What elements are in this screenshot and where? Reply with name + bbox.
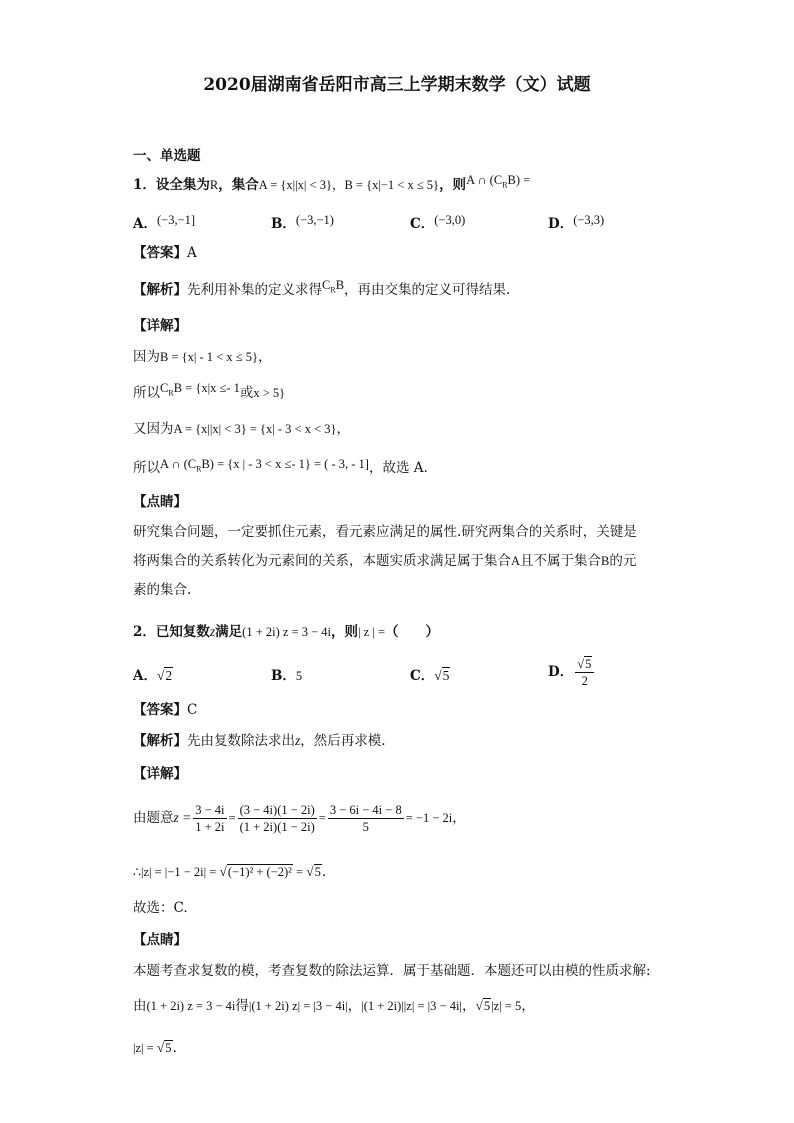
q2-option-a: A．√2	[133, 668, 173, 684]
q2-detail-line-1: 由题意z = $\frac{3 - 4i}{1 + 2i}$ = $\frac{(3 - 4i)(1 - 2i)}{(1 + 2i)(1 - 2i)}$ = $\frac{3 - 6i - 4i - 8}{5}$ = −1 − 2i，	[133, 803, 466, 834]
q2-comment-line-3: |z| = √5.	[133, 1040, 177, 1056]
q1-detail-line-2: 所以$C_RB = \{x|x \le- 1$或x > 5}	[133, 381, 286, 401]
q1-detail-line-1: 因为B = {x| - 1 < x ≤ 5}，	[133, 349, 272, 365]
q1-detail-line-4: 所以A ∩ $(C_RB) = \{x$ | - 3 < x ≤- 1} = ( - 3, - 1]，故选 A.	[133, 457, 428, 476]
q2-option-d: D． $\frac{√5}{2}$	[548, 656, 596, 689]
section-heading: 一、单选题	[133, 148, 201, 164]
q1-comment-body: 研究集合问题，一定要抓住元素，看元素应满足的属性.研究两集合的关系时，关键是 将两集合的关系转化为元素间的关系，本题实质求满足属于集合A且不属于集合B的元 素的集合.	[133, 524, 637, 598]
q2-comment-line-1: 本题考查求复数的模，考查复数的除法运算．属于基础题．本题还可以由模的性质求解:	[133, 963, 651, 979]
q2-option-b: B．5	[271, 668, 303, 684]
q2-comment-line-2: 由(1 + 2i) z = 3 − 4i得|(1 + 2i) z| = |3 − 4i|，|(1 + 2i)||z| = |3 − 4i|，√5|z| = 5，	[133, 998, 535, 1014]
q1-comment-heading: 【点睛】	[133, 494, 187, 510]
q1-stem: 1．设全集为R，集合A = {x||x| < 3}，B = {x|−1 < x ≤ 5}，则A ∩ $(C_RB)$ =	[133, 173, 531, 193]
q2-option-c: C．√5	[410, 668, 450, 684]
page-title: 2020届湖南省岳阳市高三上学期末数学（文）试题	[203, 75, 591, 95]
q2-detail-line-3: 故选：C.	[133, 900, 188, 916]
q1-detail-line-3: 又因为A = {x||x| < 3} = {x| - 3 < x < 3}，	[133, 421, 351, 437]
q1-option-a: A．(−3,−1]	[133, 213, 196, 232]
q1-analysis: 【解析】先利用补集的定义求得$C_RB$，再由交集的定义可得结果.	[133, 278, 511, 298]
q2-answer: 【答案】C	[133, 702, 198, 718]
q1-option-d: D．(−3,3)	[548, 213, 605, 232]
q1-answer: 【答案】A	[133, 245, 197, 261]
q2-stem: 2．已知复数z满足(1 + 2i) z = 3 − 4i，则| z | =（ ）	[133, 624, 439, 640]
q2-detail-line-2: ∴|z| = |−1 − 2i| = √(−1)² + (−2)² = √5.	[133, 864, 327, 880]
q2-comment-heading: 【点睛】	[133, 932, 187, 948]
q1-detail-heading: 【详解】	[133, 318, 187, 334]
q1-option-c: C．(−3,0)	[410, 213, 466, 232]
q1-option-b: B．(−3,−1)	[271, 213, 334, 232]
q2-detail-heading: 【详解】	[133, 766, 187, 782]
q2-analysis: 【解析】先由复数除法求出z，然后再求模.	[133, 733, 386, 749]
